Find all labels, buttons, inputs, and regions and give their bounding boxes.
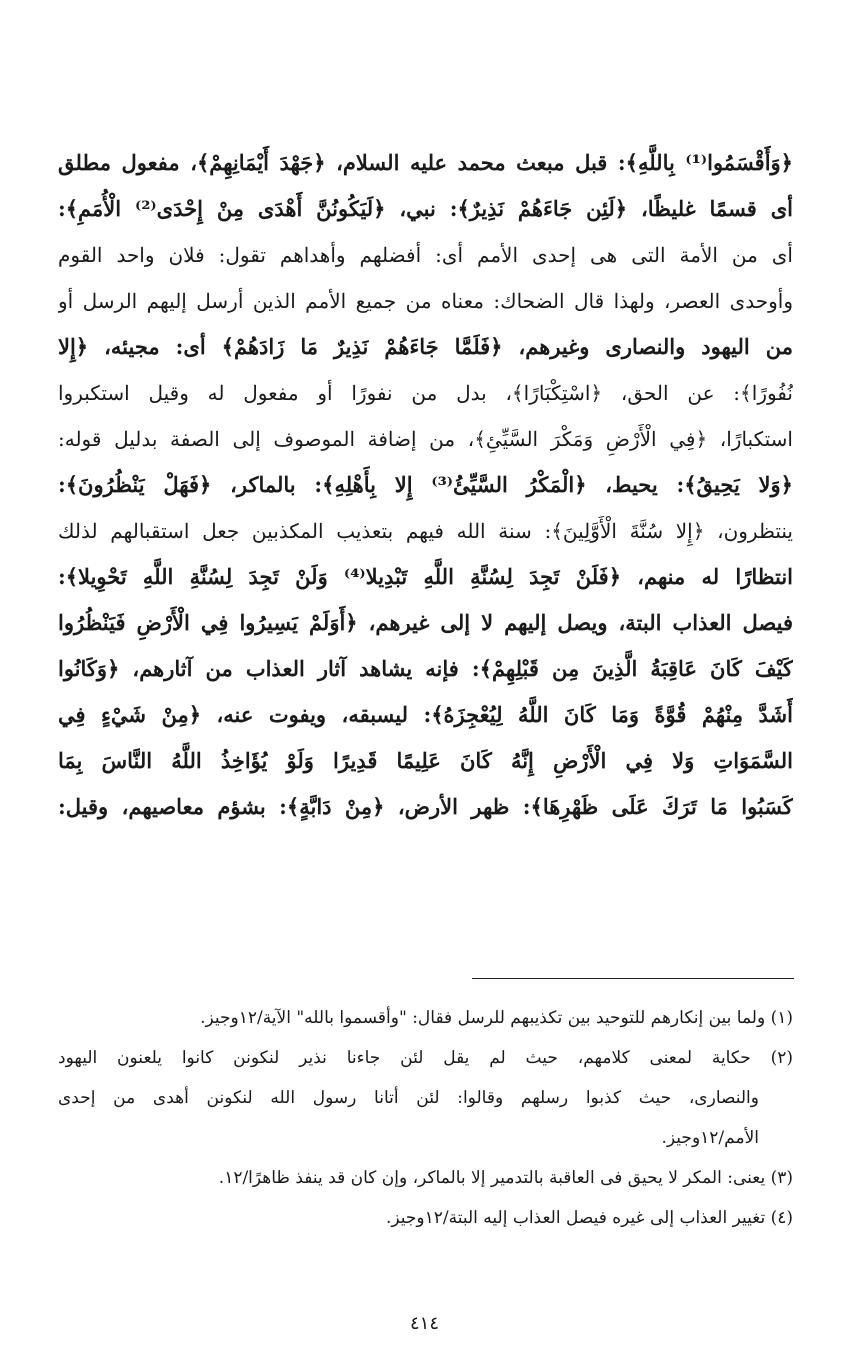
text-line: كَيْفَ كَانَ عَاقِبَةُ الَّذِينَ مِن قَبْلِهِمْ﴾: فإنه يشاهد آثار العذاب من آثارهم، ﴿وَكَانُوا xyxy=(58,656,793,681)
text-line: ينتظرون، ﴿إِلا سُنَّةَ الْأَوَّلِينَ﴾: سنة الله فيهم بتعذيب المكذبين جعل استقبالهم لذلك xyxy=(58,519,793,543)
page-number: ٤١٤ xyxy=(409,1313,439,1334)
text-line: السَّمَوَاتِ وَلا فِي الْأَرْضِ إِنَّهُ كَانَ عَلِيمًا قَدِيرًا وَلَوْ يُؤَاخِذُ اللَّهُ النَّاسَ بِمَا xyxy=(58,748,793,773)
footnote: (٣) يعنى: المكر لا يحيق فى العاقبة بالتدمير إلا بالماكر، وإن كان قد ينفذ ظاهرًا/١٢. xyxy=(218,1168,793,1188)
text-line: أَشَدَّ مِنْهُمْ قُوَّةً وَمَا كَانَ اللَّهُ لِيُعْجِزَهُ﴾: ليسبقه، ويفوت عنه، ﴿مِنْ شَيْءٍ فِي xyxy=(58,702,793,727)
footnote: (٢) حكاية لمعنى كلامهم، حيث لم يقل لئن جاءنا نذير لنكونن كانوا يلعنون اليهود xyxy=(58,1048,793,1068)
text-line: نُفُورًا﴾: عن الحق، ﴿اسْتِكْبَارًا﴾، بدل من نفورًا أو مفعول له وقيل استكبروا xyxy=(58,381,793,405)
text-line: استكبارًا، ﴿فِي الْأَرْضِ وَمَكْرَ السَّيِّئِ﴾، من إضافة الموصوف إلى الصفة بدليل قوله: xyxy=(58,427,793,451)
text-line: كَسَبُوا مَا تَرَكَ عَلَى ظَهْرِهَا﴾: ظهر الأرض، ﴿مِنْ دَابَّةٍ﴾: بشؤم معاصيهم، وقيل: xyxy=(58,794,793,819)
footnote-separator xyxy=(472,978,794,979)
text-line: وأوحدى العصر، ولهذا قال الضحاك: معناه من جميع الأمم الذين أرسل إليهم الرسل أو xyxy=(58,289,793,313)
footnote: (٤) تغيير العذاب إلى غيره فيصل العذاب إليه البتة/١٢وجيز. xyxy=(385,1208,793,1228)
text-line: ﴿وَأَقْسَمُوا⁽¹⁾ بِاللَّهِ﴾: قبل مبعث محمد عليه السلام، ﴿جَهْدَ أَيْمَانِهِمْ﴾، مفعول مطلق xyxy=(58,150,793,175)
text-line: فيصل العذاب البتة، ويصل إليهم لا إلى غيرهم، ﴿أَوَلَمْ يَسِيرُوا فِي الْأَرْضِ فَيَنْظُرُوا xyxy=(58,610,793,635)
text-line: أى من الأمة التى هى إحدى الأمم أى: أفضلهم وأهداهم تقول: فلان واحد القوم xyxy=(58,243,793,267)
main-text xyxy=(58,140,793,830)
footnote: (١) ولما بين إنكارهم للتوحيد بين تكذيبهم للرسل فقال: "وأقسموا بالله" الآية/١٢وجيز. xyxy=(200,1008,793,1028)
text-line: ﴿وَلا يَحِيقُ﴾: يحيط، ﴿الْمَكْرُ السَّيِّئُ⁽³⁾ إِلا بِأَهْلِهِ﴾: بالماكر، ﴿فَهَلْ يَنْظُرُونَ﴾: xyxy=(58,472,793,497)
footnote-continuation: والنصارى، حيث كذبوا رسلهم وقالوا: لئن أتانا رسول الله لنكونن أهدى من إحدى xyxy=(58,1088,759,1108)
footnotes xyxy=(58,998,793,1238)
text-line: من اليهود والنصارى وغيرهم، ﴿فَلَمَّا جَاءَهُمْ نَذِيرٌ مَا زَادَهُمْ﴾ أى: مجيئه، ﴿إِلا xyxy=(58,334,793,359)
footnote-continuation: الأمم/١٢وجيز. xyxy=(661,1128,759,1148)
text-line: أى قسمًا غليظًا، ﴿لَئِن جَاءَهُمْ نَذِيرٌ﴾: نبي، ﴿لَيَكُونُنَّ أَهْدَى مِنْ إِحْدَى⁽²⁾ الْأُمَمِ﴾: xyxy=(58,196,793,221)
text-line: انتظارًا له منهم، ﴿فَلَنْ تَجِدَ لِسُنَّةِ اللَّهِ تَبْدِيلا⁽⁴⁾ وَلَنْ تَجِدَ لِسُنَّةِ اللَّهِ تَحْوِيلا﴾: xyxy=(58,564,793,589)
